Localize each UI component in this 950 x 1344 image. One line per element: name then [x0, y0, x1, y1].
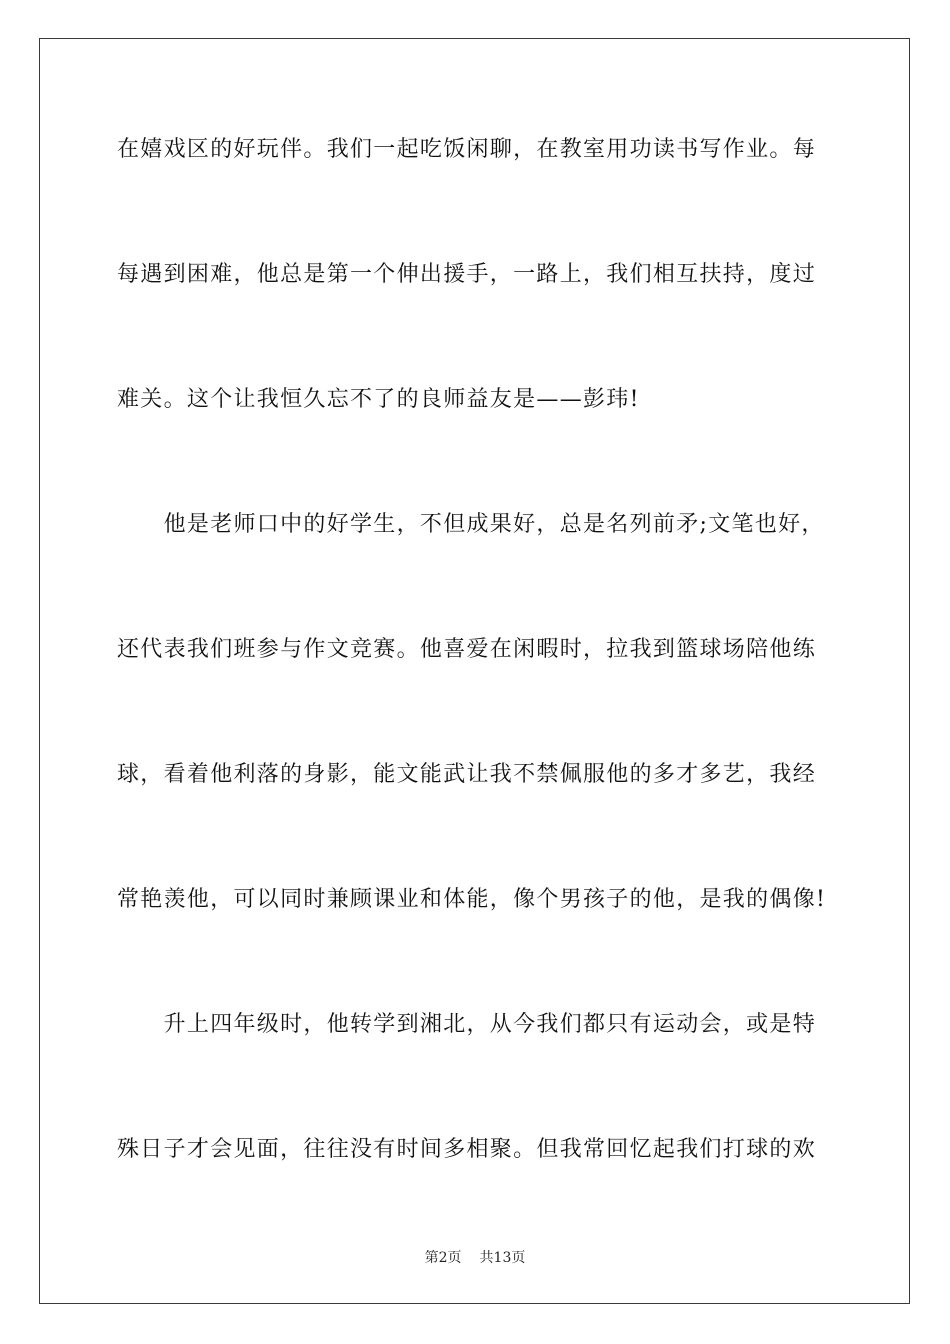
page-border: [39, 38, 910, 1304]
body-text-line: 常艳羡他，可以同时兼顾课业和体能，像个男孩子的他，是我的偶像!: [117, 887, 827, 912]
body-text-line: 还代表我们班参与作文竞赛。他喜爱在闲暇时，拉我到篮球场陪他练: [117, 637, 817, 662]
page-total: 共13页: [479, 1250, 526, 1266]
body-text-line: 难关。这个让我恒久忘不了的良师益友是——彭玮!: [117, 387, 640, 412]
body-text-line: 他是老师口中的好学生，不但成果好，总是名列前矛;文笔也好，: [117, 512, 825, 537]
body-text-line: 升上四年级时，他转学到湘北，从今我们都只有运动会，或是特: [117, 1012, 817, 1037]
body-text-line: 在嬉戏区的好玩伴。我们一起吃饭闲聊，在教室用功读书写作业。每: [117, 137, 817, 162]
body-text-line: 球，看着他利落的身影，能文能武让我不禁佩服他的多才多艺，我经: [117, 762, 817, 787]
page-number: 第2页: [424, 1250, 462, 1266]
body-text-line: 殊日子才会见面，往往没有时间多相聚。但我常回忆起我们打球的欢: [117, 1137, 817, 1162]
page-footer: [0, 1249, 950, 1267]
body-text-line: 每遇到困难，他总是第一个伸出援手，一路上，我们相互扶持，度过: [117, 262, 817, 287]
